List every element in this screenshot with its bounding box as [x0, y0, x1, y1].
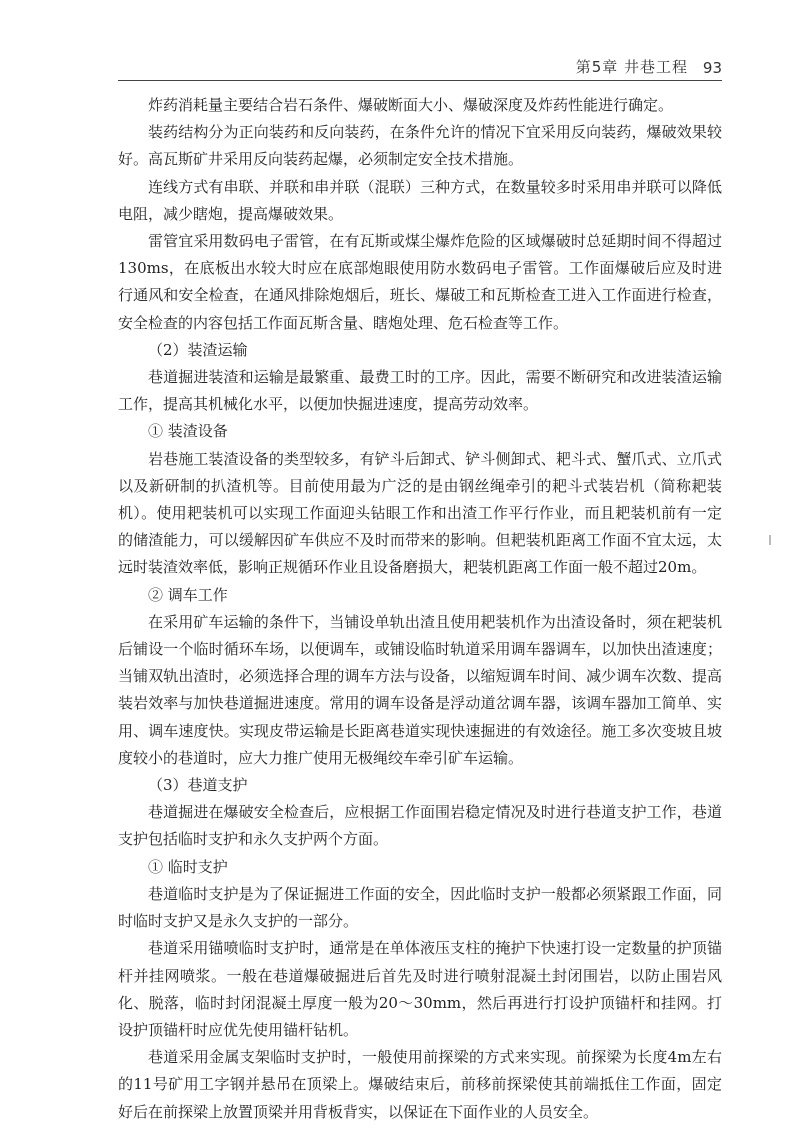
paragraph: 巷道临时支护是为了保证掘进工作面的安全，因此临时支护一般都必须紧跟工作面，同时临时支护又是永久支护的一部分。: [118, 884, 722, 931]
page-number: 93: [702, 59, 722, 77]
chapter-title: 第5章 井巷工程: [575, 58, 688, 76]
paragraph: 炸药消耗量主要结合岩石条件、爆破断面大小、爆破深度及炸药性能进行确定。: [148, 96, 674, 114]
paragraph: 雷管宜采用数码电子雷管，在有瓦斯或煤尘爆炸危险的区域爆破时总延期时间不得超过130ms，在底板出水较大时应在底部炮眼使用防水数码电子雷管。工作面爆破后应及时进行通风和安全检查，在通风排除炮烟后，班长、爆破工和瓦斯检查工进入工作面进行检查，安全检查的内容包括工作面瓦斯含量、瞎炮处理、危石检查等工作。: [118, 232, 722, 332]
subsection-heading: ② 调车工作: [148, 585, 228, 604]
section-heading: （2）装渣运输: [148, 340, 248, 359]
paragraph: 在采用矿车运输的条件下，当铺设单轨出渣且使用耙装机作为出渣设备时，须在耙装机后铺设一个临时循环车场，以便调车，或铺设临时轨道采用调车器调车，以加快出渣速度；当铺双轨出渣时，必须选择合理的调车方法与设备，以缩短调车时间、减少调车次数、提高装岩效率与加快巷道掘进速度。常用的调车设备是浮动道岔调车器，该调车器加工简单、实用、调车速度快。实现皮带运输是长距离巷道实现快速掘进的有效途径。施工多次变坡且坡度较小的巷道时，应大力推广使用无极绳绞车牵引矿车运输。: [118, 612, 722, 767]
running-header: [118, 56, 722, 81]
paragraph: 巷道掘进在爆破安全检查后，应根据工作面围岩稳定情况及时进行巷道支护工作，巷道支护包括临时支护和永久支护两个方面。: [118, 803, 722, 849]
paragraph: 巷道采用金属支架临时支护时，一般使用前探梁的方式来实现。前探梁为长度4m左右的11号矿用工字钢并悬吊在顶梁上。爆破结束后，前移前探梁使其前端抵住工作面，固定好后在前探梁上放置顶梁并用背板背实，以保证在下面作业的人员安全。: [118, 1048, 722, 1121]
scan-margin-mark: [769, 535, 771, 545]
paragraph: 连线方式有串联、并联和串并联（混联）三种方式，在数量较多时采用串并联可以降低电阻，减少瞎炮，提高爆破效果。: [118, 177, 722, 223]
subsection-heading: ① 装渣设备: [148, 422, 228, 441]
body-text: [118, 92, 722, 1126]
paragraph: 装药结构分为正向装药和反向装药，在条件允许的情况下宜采用反向装药，爆破效果较好。高瓦斯矿井采用反向装药起爆，必须制定安全技术措施。: [118, 123, 722, 169]
subsection-heading: ① 临时支护: [148, 857, 228, 876]
paragraph: 巷道掘进装渣和运输是最繁重、最费工时的工序。因此，需要不断研究和改进装渣运输工作，提高其机械化水平，以便加快掘进速度，提高劳动效率。: [118, 368, 722, 414]
paragraph: 岩巷施工装渣设备的类型较多，有铲斗后卸式、铲斗侧卸式、耙斗式、蟹爪式、立爪式以及新研制的扒渣机等。目前使用最为广泛的是由钢丝绳牵引的耙斗式装岩机（简称耙装机）。使用耙装机可以实现工作面迎头钻眼工作和出渣工作平行作业，而且耙装机前有一定的储渣能力，可以缓解因矿车供应不及时而带来的影响。但耙装机距离工作面不宜太远，太远时装渣效率低，影响正规循环作业且设备磨损大，耙装机距离工作面一般不超过20m。: [118, 449, 722, 577]
paragraph: 巷道采用锚喷临时支护时，通常是在单体液压支柱的掩护下快速打设一定数量的护顶锚杆并挂网喷浆。一般在巷道爆破掘进后首先及时进行喷射混凝土封闭围岩，以防止围岩风化、脱落，临时封闭混凝土厚度一般为20～30mm，然后再进行打设护顶锚杆和挂网。打设护顶锚杆时应优先使用锚杆钻机。: [118, 939, 722, 1039]
section-heading: （3）巷道支护: [148, 776, 248, 795]
